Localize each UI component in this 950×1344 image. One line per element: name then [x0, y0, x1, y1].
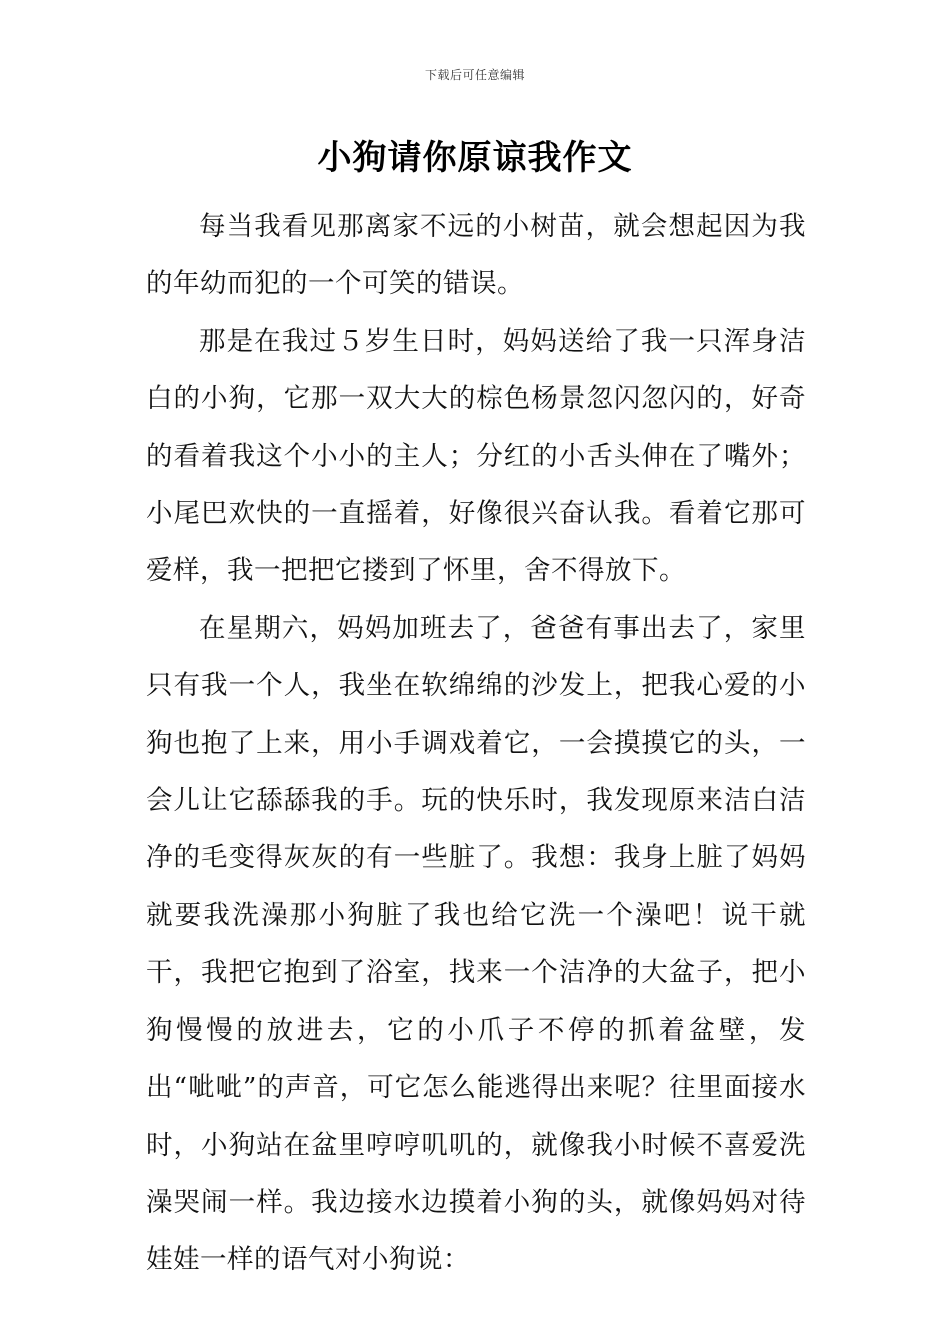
essay-body — [146, 198, 806, 1289]
header-note: 下载后可任意编辑 — [424, 68, 525, 82]
page-title: 小狗请你原谅我作文 — [317, 138, 633, 178]
paragraph-1: 每当我看见那离家不远的小树苗，就会想起因为我的年幼而犯的一个可笑的错误。 — [146, 211, 806, 300]
paragraph-2: 那是在我过５岁生日时，妈妈送给了我一只浑身洁白的小狗，它那一双大大的棕色杨景忽闪忽闪的，好奇的看着我这个小小的主人；分红的小舌头伸在了嘴外；小尾巴欢快的一直摇着，好像很兴奋认我。看着它那可爱样，我一把把它搂到了怀里，舍不得放下。 — [146, 325, 806, 587]
paragraph-3: 在星期六，妈妈加班去了，爸爸有事出去了，家里只有我一个人，我坐在软绵绵的沙发上，把我心爱的小狗也抱了上来，用小手调戏着它，一会摸摸它的头，一会儿让它舔舔我的手。玩的快乐时，我发现原来洁白洁净的毛变得灰灰的有一些脏了。我想：我身上脏了妈妈就要我洗澡那小狗脏了我也给它洗一个澡吧！说干就干，我把它抱到了浴室，找来一个洁净的大盆子，把小狗慢慢的放进去，它的小爪子不停的抓着盆壁，发出“呲呲”的声音，可它怎么能逃得出来呢？往里面接水时，小狗站在盆里哼哼叽叽的，就像我小时候不喜爱洗澡哭闹一样。我边接水边摸着小狗的头，就像妈妈对待娃娃一样的语气对小狗说： — [146, 612, 806, 1276]
